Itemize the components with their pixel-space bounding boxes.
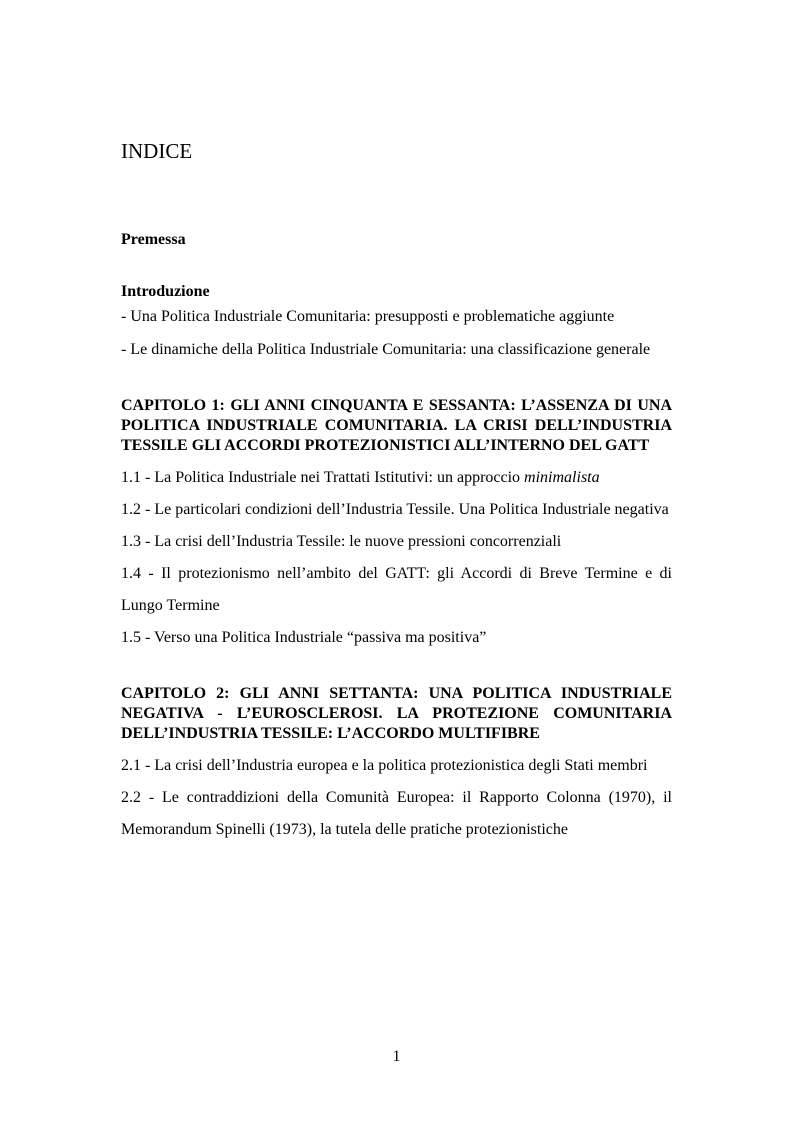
toc-entry-emphasis: minimalista xyxy=(524,469,600,486)
toc-entry-2-1: 2.1 - La crisi dell’Industria europea e la politica protezionistica degli Stati membri xyxy=(121,757,648,774)
toc-entry-1-2: 1.2 - Le particolari condizioni dell’Industria Tessile. Una Politica Industriale negativa xyxy=(121,501,669,518)
chapter-2-heading: CAPITOLO 2: GLI ANNI SETTANTA: UNA POLITICA INDUSTRIALE NEGATIVA - L’EUROSCLEROSI. LA PROTEZIONE COMUNITARIA DELL’INDUSTRIA TESSILE: L’ACCORDO MULTIFIBRE xyxy=(121,685,672,742)
table-of-contents xyxy=(121,231,672,846)
toc-heading-premessa: Premessa xyxy=(121,231,186,248)
toc-entry-1-3: 1.3 - La crisi dell’Industria Tessile: le nuove pressioni concorrenziali xyxy=(121,533,562,550)
toc-entry-2-2: 2.2 - Le contraddizioni della Comunità Europea: il Rapporto Colonna (1970), il Memorandum Spinelli (1973), la tutela delle pratiche protezionistiche xyxy=(121,789,672,838)
page-number: 1 xyxy=(392,1048,401,1065)
toc-entry-1-5: 1.5 - Verso una Politica Industriale “passiva ma positiva” xyxy=(121,629,487,646)
toc-entry: - Le dinamiche della Politica Industriale Comunitaria: una classificazione generale xyxy=(121,341,651,358)
chapter-1-heading: CAPITOLO 1: GLI ANNI CINQUANTA E SESSANTA: L’ASSENZA DI UNA POLITICA INDUSTRIALE COMUNITARIA. LA CRISI DELL’INDUSTRIA TESSILE GLI ACCORDI PROTEZIONISTICI ALL’INTERNO DEL GATT xyxy=(121,397,672,454)
toc-entry-1-1 xyxy=(121,462,672,494)
page-title: INDICE xyxy=(121,139,193,163)
toc-entry: - Una Politica Industriale Comunitaria: presupposti e problematiche aggiunte xyxy=(121,308,615,325)
toc-heading-introduzione: Introduzione xyxy=(121,283,210,300)
toc-entry-text: 1.1 - La Politica Industriale nei Trattati Istitutivi: un approccio xyxy=(121,469,525,486)
toc-entry-1-4: 1.4 - Il protezionismo nell’ambito del GATT: gli Accordi di Breve Termine e di Lungo Termine xyxy=(121,565,672,614)
